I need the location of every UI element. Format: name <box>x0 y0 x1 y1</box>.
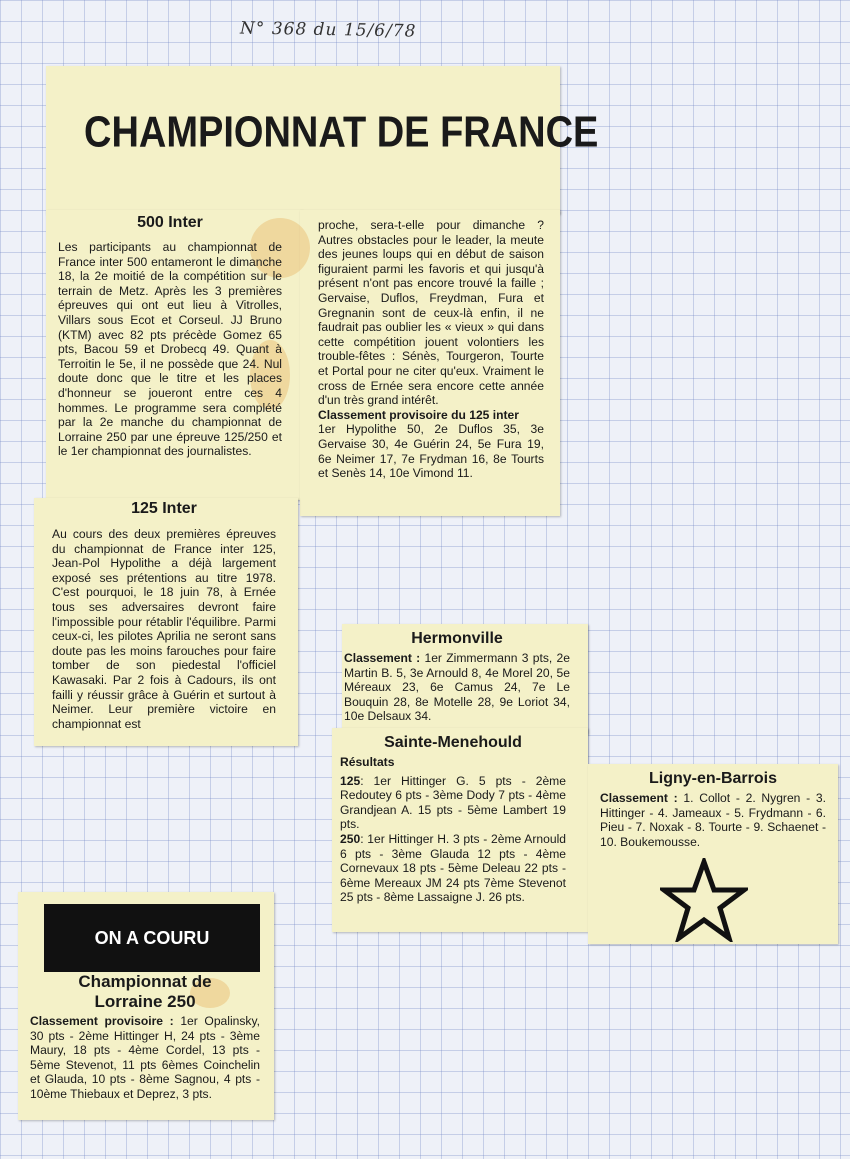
lorraine-label: Classement provisoire : <box>30 1014 174 1028</box>
section-continued <box>318 218 544 481</box>
sainte-menehould-subheading: Résultats <box>340 755 395 769</box>
on-a-couru-banner <box>44 904 260 972</box>
section-heading-125: 125 Inter <box>131 500 197 517</box>
hermonville-heading: Hermonville <box>411 630 503 647</box>
hermonville-label: Classement : <box>344 651 421 665</box>
results-250: : 1er Hittinger H. 3 pts - 2ème Arnould 6 pts - 3ème Glauda 12 pts - 4ème Cornevaux 18 pts - 5ème Deleau 22 pts - 6ème Mereaux JM 24 pts 7ème Stevenot 25 pts - 8ème Lassaigne J. 26 pts. <box>340 831 566 905</box>
section-heading-500: 500 Inter <box>137 214 203 231</box>
lorraine-heading: Championnat de Lorraine 250 <box>78 972 212 1011</box>
section-125-inter <box>52 500 276 731</box>
results-250-label: 250 <box>340 831 361 846</box>
hermonville-block <box>344 630 570 724</box>
article-title: CHAMPIONNAT DE FRANCE <box>84 108 599 158</box>
standings-125-heading: Classement provisoire du 125 inter <box>318 407 519 422</box>
results-125: : 1er Hittinger G. 5 pts - 2ème Redoutey 6 pts - 3ème Dody 7 pts - 4ème Grandjean A. 15 pts - 5ème Lambert 19 pts. <box>340 773 566 832</box>
hermonville-results: 1er Zimmermann 3 pts, 2e Martin B. 5, 3e Arnould 8, 4e Morel 20, 5e Méreaux 23, 6e Camus 24, 7e Le Bouquin 28, 8e Motelle 28, 9e Loriot 34, 10e Delsaux 34. <box>344 651 570 724</box>
section-body-125: Au cours des deux premières épreuves du championnat de France inter 125, Jean-Pol Hypolithe a déjà largement exposé ses prétentions au titre 1978. C'est pourquoi, le 18 juin 78, à Ernée tous ses adversaires devront faire l'impossible pour rétablir l'équilibre. Parmi ceux-ci, les pilotes Aprilia ne seront sans doute pas les moins farouches pour faire tomber de son piedestal l'officiel Kawasaki. Par 2 fois à Cadours, ils ont failli y réussir grâce à Guérin et surtout à Neimer. Leur première victoire en championnat est <box>52 527 276 731</box>
sainte-menehould-heading: Sainte-Menehould <box>384 734 522 751</box>
lorraine-results: 1er Opalinsky, 30 pts - 2ème Hittinger H, 24 pts - 3ème Maury, 18 pts - 4ème Cordel, 13 pts - 5ème Stevenot, 11 pts 6èmes Coinchelin et Glauda, 10 pts - 8ème Sagnou, 4 pts - 10ème Thiebaux et Deprez, 3 pts. <box>30 1014 260 1101</box>
star-icon <box>660 858 748 942</box>
ligny-results: 1. Collot - 2. Nygren - 3. Hittinger - 4. Jameaux - 5. Frydmann - 6. Pieu - 7. Noxak - 8. Tourte - 9. Schaenet - 10. Boukemousse. <box>600 791 826 849</box>
ligny-heading: Ligny-en-Barrois <box>648 770 777 787</box>
continued-body: proche, sera-t-elle pour dimanche ? Autres obstacles pour le leader, la meute des jeunes loups qui en début de saison figuraient parmi les favoris et qui jusqu'à présent n'ont pas encore trouvé la faille ; Gervaise, Duflos, Freydman, Fura et Gregnanin sont de ceux-là enfin, il ne faudrait pas oublier les « vieux » qui dans cette compétition jouent volontiers les trouble-fêtes : Sénès, Tourgeron, Tourte et Portal pour ne citer qu'eux. Vraiment le cross de Ernée sera encore cette année d'un très grand intérêt. <box>318 218 544 408</box>
results-125-label: 125 <box>340 773 361 788</box>
standings-125-body: 1er Hypolithe 50, 2e Duflos 35, 3e Gervaise 30, 4e Guérin 24, 5e Fura 19, 6e Neimer 17, 7e Frydman 16, 8e Tourts et Senès 14, 10e Vimond 11. <box>318 422 544 481</box>
ligny-label: Classement : <box>600 791 678 805</box>
on-a-couru-block <box>30 972 260 1102</box>
handwritten-issue-note: N° 368 du 15/6/78 <box>239 18 417 42</box>
ligny-block <box>600 770 826 849</box>
sainte-menehould-block <box>340 734 566 905</box>
section-500-inter <box>58 214 282 459</box>
on-a-couru-banner-text: ON A COURU <box>94 927 210 948</box>
section-body-500: Les participants au championnat de France inter 500 entameront le dimanche 18, la 2e moitié de la compétition sur le terrain de Metz. Après les 3 premières épreuves qui ont eut lieu à Vitrolles, Villars sous Ecot et Corseul. JJ Bruno (KTM) avec 82 pts précède Gomez 65 pts, Bacou 59 et Drobecq 49. Quant à Terroitin le 5e, il ne possède que 24. Nul doute donc que le titre et les places d'honneur se joueront entre ces 4 hommes. Le programme sera complété par la 2e manche du championnat de Lorraine 250 par une épreuve 125/250 et le 1er championnat des journalistes. <box>58 240 282 459</box>
